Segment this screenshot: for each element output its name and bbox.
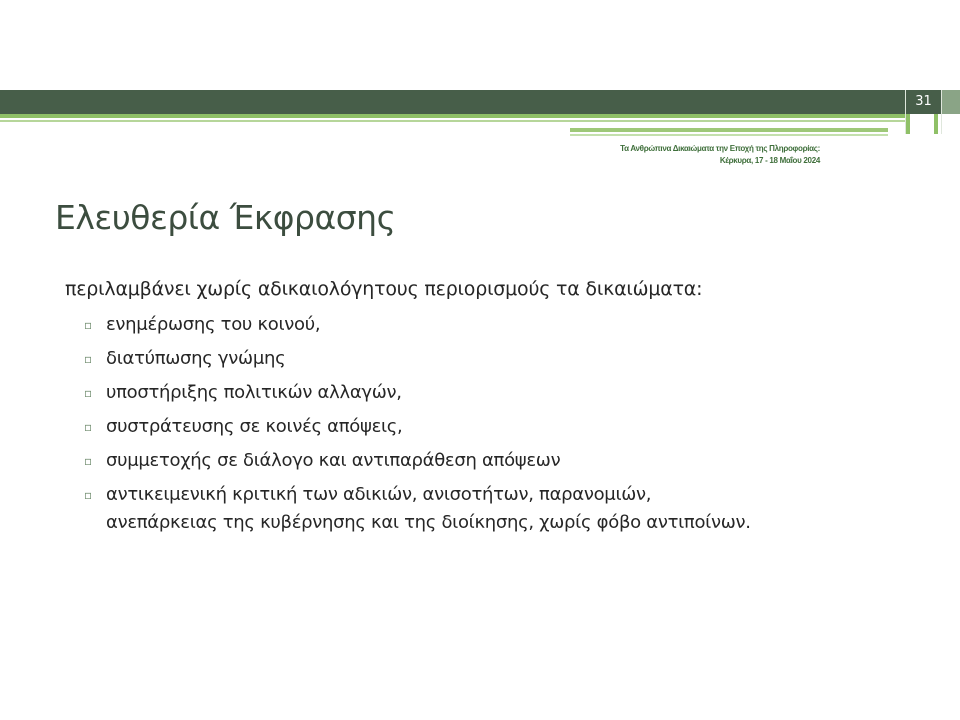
bullet-list [84,311,944,543]
header-note-line-2: Κέρκυρα, 17 - 18 Μαΐου 2024 [719,156,820,165]
bullet-square-icon: ▫ [84,318,92,332]
bullet-text: υποστήριξης πολιτικών αλλαγών, [106,382,402,403]
header-underline-thin [570,134,888,136]
bullet-item [84,345,944,373]
bullet-item [84,481,944,537]
top-band-dark [0,90,940,114]
header-underline [570,128,888,132]
slide-number-right-bar [934,114,938,134]
bullet-square-icon: ▫ [84,352,92,366]
header-note [400,143,820,167]
bullet-square-icon: ▫ [84,488,92,502]
top-band-dark-tail [940,90,960,114]
bullet-text: συστράτευσης σε κοινές απόψεις, [106,416,403,437]
top-band-light [0,114,905,118]
header-note-line-1: Τα Ανθρώπινα Δικαιώματα την Εποχή της Πληροφορίας: [620,144,820,153]
bullet-item [84,413,944,441]
bullet-text-line-1: αντικειμενική κριτική των αδικιών, ανισοτήτων, παρανομιών, [106,484,652,505]
bullet-text: συμμετοχής σε διάλογο και αντιπαράθεση απόψεων [106,450,561,471]
bullet-text: ενημέρωσης του κοινού, [106,314,321,335]
bullet-square-icon: ▫ [84,386,92,400]
bullet-item [84,447,944,475]
bullet-square-icon: ▫ [84,454,92,468]
slide-number: 31 [906,90,941,114]
bullet-text: διατύπωσης γνώμης [106,348,286,369]
bullet-item [84,311,944,339]
slide-title: Ελευθερία Έκφρασης [55,198,396,237]
bullet-square-icon: ▫ [84,420,92,434]
bullet-item [84,379,944,407]
top-band-thin [0,120,905,122]
intro-text: περιλαμβάνει χωρίς αδικαιολόγητους περιορισμούς τα δικαιώματα: [65,278,703,300]
bullet-text-line-2: ανεπάρκειας της κυβέρνησης και της διοίκησης, χωρίς φόβο αντιποίνων. [106,512,751,533]
slide-number-left-bar [906,114,910,134]
